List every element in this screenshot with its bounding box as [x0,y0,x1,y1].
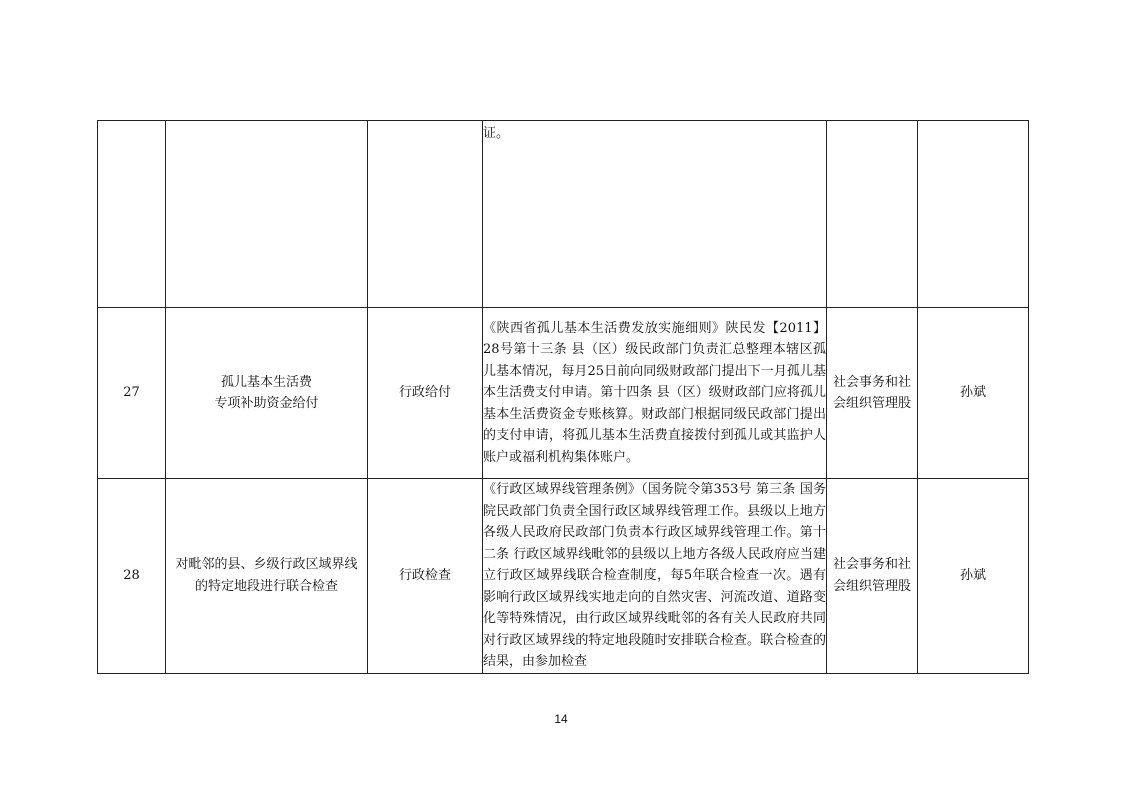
item-type: 行政检查 [368,479,483,674]
row-number: 28 [98,479,166,674]
item-type [368,121,483,308]
row-number [98,121,166,308]
department-line: 会组织管理股 [832,578,911,594]
department-line: 社会事务和社 [832,374,911,390]
row-number: 27 [98,308,166,479]
responsible-person: 孙斌 [918,479,1029,674]
responsible-person: 孙斌 [918,308,1029,479]
responsible-person [918,121,1029,308]
item-name-cell [166,121,368,308]
item-name-line: 的特定地段进行联合检查 [194,578,338,594]
department-line: 社会事务和社 [832,557,911,573]
legal-basis: 《行政区域界线管理条例》（国务院令第353号 第三条 国务院民政部门负责全国行政区域界线管理工作。县级以上地方各级人民政府民政部门负责本行政区域界线管理工作。第十二条 行政区域界线毗邻的县级以上地方各级人民政府应当建立行政区域界线联合检查制度，每5年联合检查一次。遇有影响行政区域界线实地走向的自然灾害、河流改道、道路变化等特殊情况，由行政区域界线毗邻的各有关人民政府共同对行政区域界线的特定地段随时安排联合检查。联合检查的结果，由参加检查 [483,479,827,674]
table-row [98,121,1029,308]
item-name-line: 专项补助资金给付 [214,396,319,411]
legal-basis: 证。 [483,121,827,308]
legal-basis: 《陕西省孤儿基本生活费发放实施细则》陕民发【2011】28号第十三条 县（区）级民政部门负责汇总整理本辖区孤儿基本情况，每月25日前向同级财政部门提出下一月孤儿基本生活费支付申请。第十四条 县（区）级财政部门应将孤儿基本生活费资金专账核算。财政部门根据同级民政部门提出的支付申请，将孤儿基本生活费直接拨付到孤儿或其监护人账户或福利机构集体账户。 [483,308,827,479]
item-name-line: 孤儿基本生活费 [220,374,312,390]
table-row [98,479,1029,674]
page-number: 14 [554,712,568,726]
item-type: 行政给付 [368,308,483,479]
department-cell [827,479,918,674]
department-cell [827,308,918,479]
item-name-cell [166,308,368,479]
item-name-line: 对毗邻的县、乡级行政区域界线 [175,557,358,573]
department-line: 会组织管理股 [832,396,911,411]
table-row [98,308,1029,479]
department-cell [827,121,918,308]
service-items-table [97,120,1029,674]
item-name-cell [166,479,368,674]
